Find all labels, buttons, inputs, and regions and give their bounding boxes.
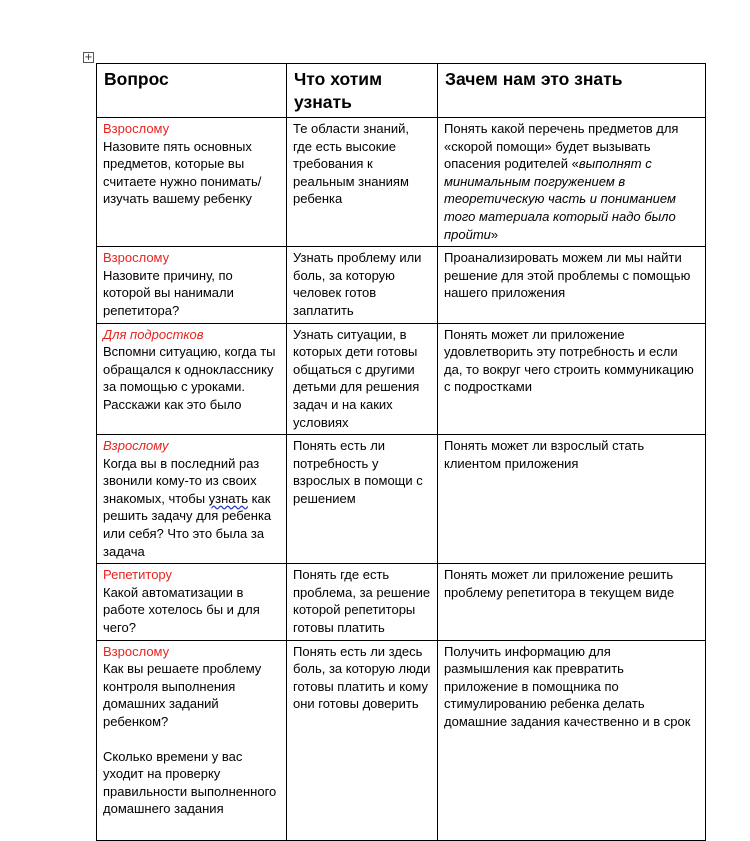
- audience-label: Репетитору: [103, 567, 173, 583]
- why-cell: [438, 118, 706, 247]
- question-text-part: Когда вы в последний раз звонили кому-то из своих знакомых, чтобы: [103, 455, 260, 506]
- question-cell: [97, 247, 287, 323]
- why-cell: Понять может ли взрослый стать клиентом приложения: [438, 435, 706, 564]
- table-row: [97, 564, 706, 640]
- question-cell: [97, 118, 287, 247]
- question-text: [103, 455, 280, 561]
- table-row: [97, 247, 706, 323]
- table-header-row: [97, 64, 706, 118]
- audience-label: Взрослому: [103, 643, 170, 659]
- want-cell: Понять где есть проблема, за решение которой репетиторы готовы платить: [287, 564, 438, 640]
- question-cell: [97, 640, 287, 840]
- table-row: [97, 435, 706, 564]
- why-quote: выполнят с минимальным погружением в теоретическую часть и пониманием того материала который надо было пройти: [444, 156, 676, 242]
- audience-label: Для подростков: [103, 326, 204, 342]
- table-row: [97, 323, 706, 435]
- why-cell: Понять может ли приложение решить проблему репетитора в текущем виде: [438, 564, 706, 640]
- why-text: Понять какой перечень предметов для «скорой помощи» будет вызывать опасения родителей «: [444, 121, 679, 172]
- question-text: Какой автоматизации в работе хотелось бы и для чего?: [103, 584, 260, 636]
- question-text: Как вы решаете проблему контроля выполнения домашних заданий ребенком?: [103, 661, 262, 729]
- question-text: Назовите причину, по которой вы нанимали репетитора?: [103, 267, 234, 318]
- why-cell: Получить информацию для размышления как превратить приложение в помощника по стимулированию ребенка делать домашние задания качественно и в срок: [438, 640, 706, 840]
- want-cell: Узнать ситуации, в которых дети готовы общаться с другими детьми для решения задач и на каких условиях: [287, 323, 438, 435]
- question-text: Вспомни ситуацию, когда ты обращался к однокласснику за помощью с уроками. Расскажи как это было: [103, 344, 276, 412]
- question-cell: [97, 564, 287, 640]
- want-cell: Те области знаний, где есть высокие требования к реальным знаниям ребенка: [287, 118, 438, 247]
- spellcheck-word[interactable]: узнать: [208, 490, 248, 506]
- header-why: Зачем нам это знать: [438, 64, 706, 118]
- header-what: Что хотим узнать: [287, 64, 438, 118]
- question-cell: [97, 435, 287, 564]
- audience-label: Взрослому: [103, 438, 169, 454]
- why-cell: Понять может ли приложение удовлетворить эту потребность и если да, то вокруг чего строить коммуникацию с подростками: [438, 323, 706, 435]
- question-text-part: как решить задачу для ребенка или себя? Что это была за задача: [103, 490, 272, 559]
- audience-label: Взрослому: [103, 250, 170, 266]
- table-row: [97, 640, 706, 840]
- survey-table: [96, 63, 706, 841]
- want-cell: Узнать проблему или боль, за которую человек готов заплатить: [287, 247, 438, 323]
- audience-label: Взрослому: [103, 121, 170, 136]
- why-cell: Проанализировать можем ли мы найти решение для этой проблемы с помощью нашего приложения: [438, 247, 706, 323]
- why-quote-end: »: [490, 226, 499, 242]
- question-text-2: Сколько времени у вас уходит на проверку правильности выполненного домашнего задания: [103, 748, 277, 817]
- question-cell: [97, 323, 287, 435]
- paragraph-gap: [103, 731, 280, 748]
- table-move-handle[interactable]: +: [84, 52, 93, 63]
- want-cell: Понять есть ли потребность у взрослых в помощи с решением: [287, 435, 438, 564]
- table-row: [97, 118, 706, 247]
- question-text: Назовите пять основных предметов, которые вы считаете нужно понимать/ изучать вашему ребенку: [103, 138, 262, 207]
- want-cell: Понять есть ли здесь боль, за которую люди готовы платить и кому они готовы доверить: [287, 640, 438, 840]
- header-question: Вопрос: [97, 64, 287, 118]
